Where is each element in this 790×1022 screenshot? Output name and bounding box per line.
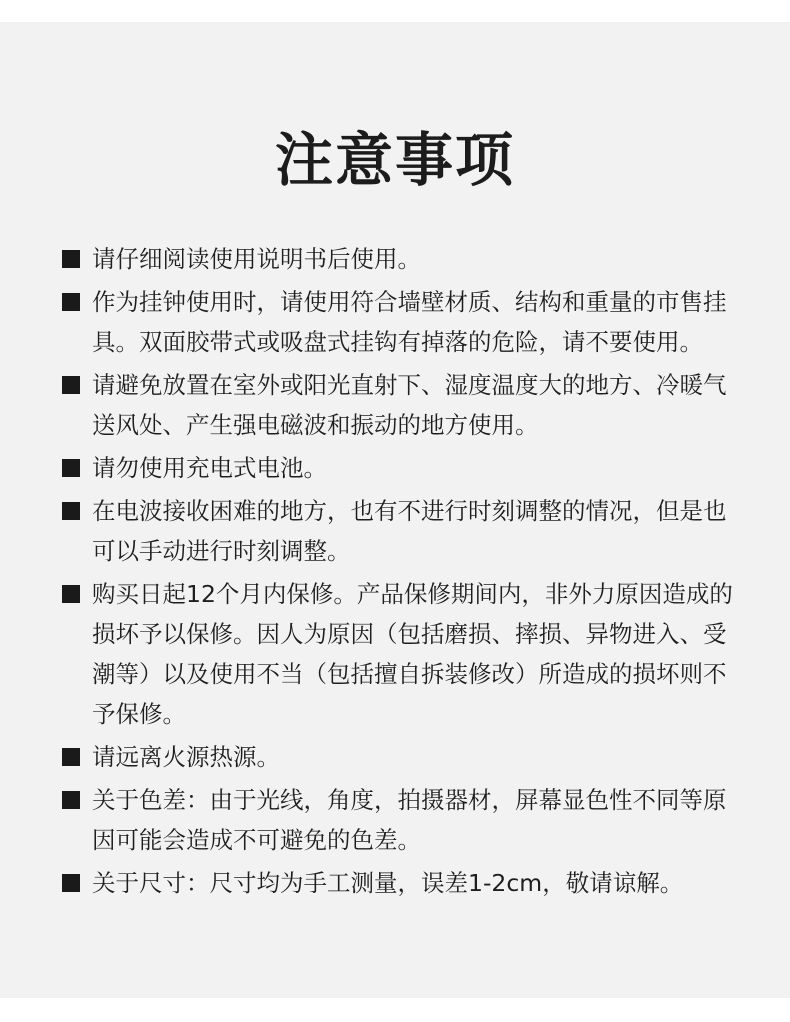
square-bullet-icon [62,585,80,603]
list-item [62,239,734,279]
list-item [62,780,734,860]
notes-list [62,239,734,906]
list-item [62,491,734,571]
note-text: 购买日起12个月内保修。产品保修期间内，非外力原因造成的损坏予以保修。因人为原因（包括磨损、摔损、异物进入、受潮等）以及使用不当（包括擅自拆装修改）所造成的损坏则不予保修。 [92,580,733,728]
square-bullet-icon [62,748,80,766]
note-text: 请避免放置在室外或阳光直射下、湿度温度大的地方、冷暖气送风处、产生强电磁波和振动的地方使用。 [92,371,727,439]
square-bullet-icon [62,376,80,394]
page-title: 注意事项 [274,126,515,194]
list-item [62,863,734,903]
list-item [62,365,734,445]
note-text: 请勿使用充电式电池。 [92,454,327,482]
square-bullet-icon [62,293,80,311]
list-item [62,448,734,488]
list-item [62,737,734,777]
note-text: 请仔细阅读使用说明书后使用。 [92,245,421,273]
note-text: 关于色差：由于光线，角度，拍摄器材，屏幕显色性不同等原因可能会造成不可避免的色差。 [92,786,727,854]
list-item [62,282,734,362]
note-text: 关于尺寸：尺寸均为手工测量，误差1-2cm，敬请谅解。 [92,869,684,897]
square-bullet-icon [62,250,80,268]
square-bullet-icon [62,874,80,892]
square-bullet-icon [62,791,80,809]
note-text: 请远离火源热源。 [92,743,280,771]
list-item [62,574,734,734]
square-bullet-icon [62,502,80,520]
square-bullet-icon [62,459,80,477]
note-text: 在电波接收困难的地方，也有不进行时刻调整的情况，但是也可以手动进行时刻调整。 [92,497,727,565]
note-text: 作为挂钟使用时，请使用符合墙壁材质、结构和重量的市售挂具。双面胶带式或吸盘式挂钩有掉落的危险，请不要使用。 [92,288,727,356]
